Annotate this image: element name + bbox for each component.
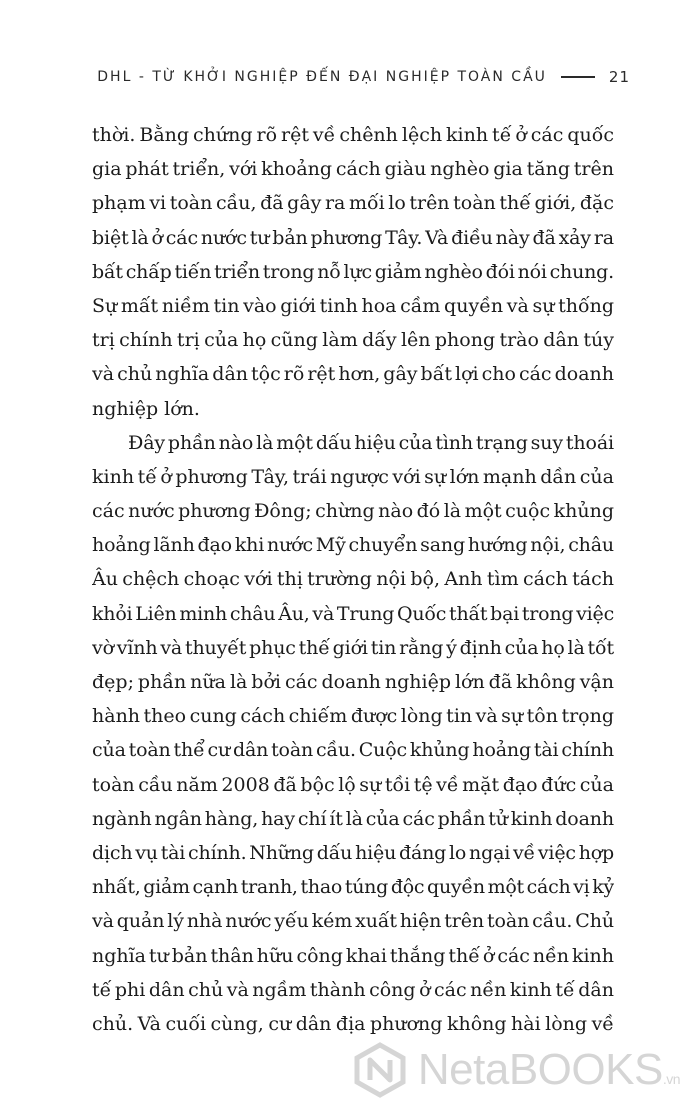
header-rule bbox=[561, 76, 595, 78]
body-line: dịch vụ tài chính. Những dấu hiệu đáng lo ngại về việc hợp bbox=[92, 841, 614, 864]
page-number: 21 bbox=[608, 68, 630, 86]
body-line: Âu chệch choạc với thị trường nội bộ, Anh tìm cách tách bbox=[92, 568, 614, 591]
body-line: thời. Bằng chứng rõ rệt về chênh lệch kinh tế ở các quốc bbox=[92, 124, 614, 146]
body-line: các nước phương Đông; chừng nào đó là một cuộc khủng bbox=[92, 500, 614, 523]
body-line: nhất, giảm cạnh tranh, thao túng độc quyền một cách vị kỷ bbox=[92, 876, 614, 899]
body-line: Sự mất niềm tin vào giới tinh hoa cầm quyền và sự thống bbox=[92, 294, 614, 317]
body-line: và chủ nghĩa dân tộc rõ rệt hơn, gây bất lợi cho các doanh bbox=[92, 363, 614, 386]
body-line: của toàn thể cư dân toàn cầu. Cuộc khủng hoảng tài chính bbox=[92, 739, 614, 762]
watermark-suffix: .vn bbox=[662, 1071, 680, 1087]
body-line: nghĩa tư bản thân hữu công khai thắng thế ở các nền kinh bbox=[92, 944, 614, 967]
watermark-brand bbox=[418, 1045, 680, 1095]
watermark bbox=[352, 1042, 680, 1098]
body-line: chủ. Và cuối cùng, cư dân địa phương không hài lòng về bbox=[92, 1012, 614, 1035]
body-line: hành theo cung cách chiếm được lòng tin và sự tôn trọng bbox=[92, 705, 614, 728]
body-line: vờ vĩnh và thuyết phục thế giới tin rằng ý định của họ là tốt bbox=[92, 636, 614, 659]
body-line: phạm vi toàn cầu, đã gây ra mối lo trên toàn thế giới, đặc bbox=[92, 192, 614, 215]
body-line: Đây phần nào là một dấu hiệu của tình trạng suy thoái bbox=[128, 431, 614, 454]
body-line: tế phi dân chủ và ngầm thành công ở các nền kinh tế dân bbox=[92, 978, 614, 1001]
watermark-brand-name: NetaBOOKS bbox=[417, 1045, 663, 1094]
body-line: đẹp; phần nữa là bởi các doanh nghiệp lớn đã không vận bbox=[92, 671, 614, 693]
body-line: và quản lý nhà nước yếu kém xuất hiện trên toàn cầu. Chủ bbox=[92, 910, 614, 933]
body-line: khỏi Liên minh châu Âu, và Trung Quốc thất bại trong việc bbox=[92, 602, 614, 625]
body-line: trị chính trị của họ cũng làm dấy lên phong trào dân túy bbox=[92, 329, 614, 352]
body-line: nghiệp lớn. bbox=[92, 397, 200, 420]
body-line: gia phát triển, với khoảng cách giàu nghèo gia tăng trên bbox=[92, 158, 614, 181]
body-line: kinh tế ở phương Tây, trái ngược với sự lớn mạnh dần của bbox=[92, 465, 614, 488]
body-line: hoảng lãnh đạo khi nước Mỹ chuyển sang hướng nội, châu bbox=[92, 534, 614, 557]
running-title: DHL - TỪ KHỞI NGHIỆP ĐẾN ĐẠI NGHIỆP TOÀN CẦU bbox=[97, 69, 547, 85]
body-line: toàn cầu năm 2008 đã bộc lộ sự tồi tệ về mặt đạo đức của bbox=[92, 773, 614, 796]
running-header bbox=[97, 68, 630, 86]
body-line: bất chấp tiến triển trong nỗ lực giảm nghèo đói nói chung. bbox=[92, 260, 614, 283]
netabooks-logo-icon bbox=[352, 1042, 408, 1098]
body-line: biệt là ở các nước tư bản phương Tây. Và điều này đã xảy ra bbox=[92, 226, 614, 249]
body-line: ngành ngân hàng, hay chí ít là của các phần tử kinh doanh bbox=[92, 807, 614, 830]
body-text bbox=[92, 118, 614, 1041]
